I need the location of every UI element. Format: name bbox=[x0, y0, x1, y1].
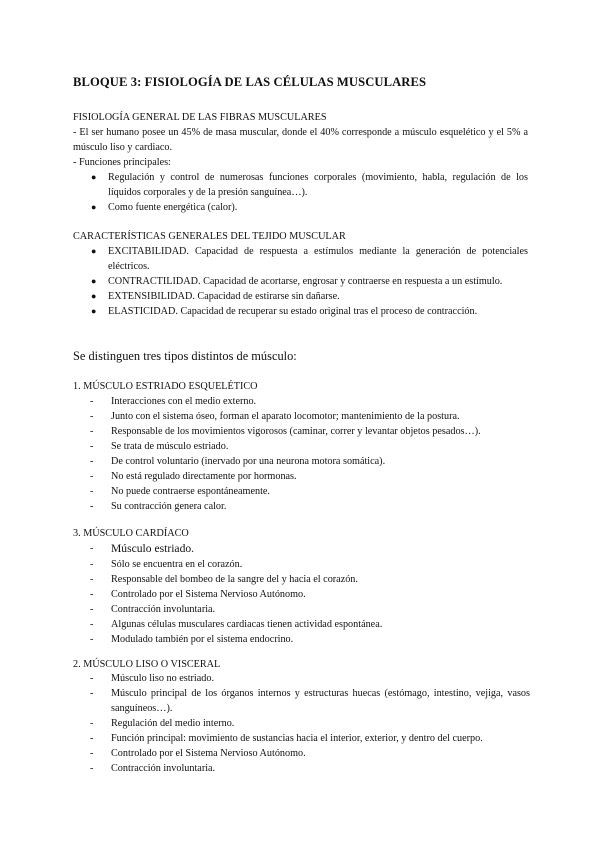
list-item bbox=[90, 304, 528, 319]
dash-marker: - bbox=[90, 426, 94, 437]
dash-marker: - bbox=[90, 634, 94, 645]
characteristics-list bbox=[90, 244, 528, 319]
skeletal-heading: 1. MÚSCULO ESTRIADO ESQUELÉTICO bbox=[73, 381, 258, 392]
list-item bbox=[90, 244, 528, 274]
characteristic-text: . Capacidad de recuperar su estado original tras el proceso de contracción. bbox=[175, 306, 478, 317]
dash-marker: - bbox=[90, 604, 94, 615]
document-title: BLOQUE 3: FISIOLOGÍA DE LAS CÉLULAS MUSCULARES bbox=[73, 75, 427, 89]
dash-marker: - bbox=[90, 411, 94, 422]
list-item: - Su contracción genera calor. bbox=[90, 501, 227, 512]
characteristics-heading: CARACTERÍSTICAS GENERALES DEL TEJIDO MUSCULAR bbox=[73, 231, 346, 242]
list-item: - No puede contraerse espontáneamente. bbox=[90, 486, 270, 497]
smooth-list bbox=[90, 671, 530, 776]
list-item: - Contracción involuntaria. bbox=[90, 604, 216, 615]
cardiac-heading: 3. MÚSCULO CARDÍACO bbox=[73, 528, 189, 539]
dash-marker: - bbox=[90, 441, 94, 452]
muscle-mass-line: - El ser humano posee un 45% de masa muscular, donde el 40% corresponde a músculo esquelético y el 5% a músculo liso y cardiaco. bbox=[73, 127, 528, 153]
dash-marker: - bbox=[90, 589, 94, 600]
dash-marker: - bbox=[90, 673, 94, 684]
characteristic-text: . Capacidad de respuesta a estímulos mediante la generación de potenciales eléctricos. bbox=[108, 246, 528, 272]
list-item: - Interacciones con el medio externo. bbox=[90, 396, 257, 407]
characteristic-text: . Capacidad de estirarse sin dañarse. bbox=[192, 291, 340, 302]
dash-marker: - bbox=[90, 574, 94, 585]
list-item: - Controlado por el Sistema Nervioso Autónomo. bbox=[90, 748, 306, 759]
dash-marker: - bbox=[90, 486, 94, 497]
list-item: - No está regulado directamente por hormonas. bbox=[90, 471, 297, 482]
dash-marker: - bbox=[90, 763, 94, 774]
dash-marker: - bbox=[90, 396, 94, 407]
characteristic-term: EXTENSIBILIDAD bbox=[108, 291, 193, 302]
list-item: - Algunas células musculares cardiacas tienen actividad espontánea. bbox=[90, 619, 383, 630]
functions-label: - Funciones principales: bbox=[73, 157, 171, 168]
function-text: Como fuente energética (calor). bbox=[108, 202, 238, 213]
list-item: - Músculo principal de los órganos internos y estructuras huecas (estómago, intestino, vejiga, vasos sanguíneos…). bbox=[90, 688, 530, 714]
list-item: - Regulación del medio interno. bbox=[90, 718, 235, 729]
dash-marker: - bbox=[90, 543, 94, 554]
list-item: - Responsable de los movimientos vigorosos (caminar, correr y levantar objetos pesados…). bbox=[90, 426, 481, 437]
cardiac-list bbox=[90, 541, 530, 647]
characteristic-text: . Capacidad de acortarse, engrosar y contraerse en respuesta a un estímulo. bbox=[197, 276, 503, 287]
bullet-icon: ● bbox=[91, 202, 97, 212]
characteristic-term: ELASTICIDAD bbox=[108, 306, 176, 317]
list-item: - Contracción involuntaria. bbox=[90, 763, 216, 774]
function-text: Regulación y control de numerosas funciones corporales (movimiento, habla, regulación de los líquidos corporales y de la presión sanguínea…). bbox=[108, 172, 528, 198]
list-item: - Se trata de músculo estriado. bbox=[90, 441, 229, 452]
bullet-icon: ● bbox=[91, 246, 97, 256]
functions-list bbox=[90, 170, 528, 215]
list-item: - Sólo se encuentra en el corazón. bbox=[90, 559, 243, 570]
list-item: - Controlado por el Sistema Nervioso Autónomo. bbox=[90, 589, 306, 600]
list-item bbox=[90, 274, 528, 289]
dash-marker: - bbox=[90, 619, 94, 630]
dash-marker: - bbox=[90, 748, 94, 759]
list-item: - Músculo estriado. bbox=[90, 542, 195, 555]
bullet-icon: ● bbox=[91, 172, 97, 182]
list-item: - Músculo liso no estriado. bbox=[90, 673, 214, 684]
dash-marker: - bbox=[90, 688, 94, 699]
smooth-heading: 2. MÚSCULO LISO O VISCERAL bbox=[73, 659, 221, 670]
dash-marker: - bbox=[90, 718, 94, 729]
dash-marker: - bbox=[90, 501, 94, 512]
skeletal-list bbox=[90, 394, 530, 514]
list-item: - Modulado también por el sistema endocrino. bbox=[90, 634, 294, 645]
list-item: - Junto con el sistema óseo, forman el aparato locomotor; mantenimiento de la postura. bbox=[90, 411, 460, 422]
dash-marker: - bbox=[90, 471, 94, 482]
bullet-icon: ● bbox=[91, 291, 97, 301]
dash-marker: - bbox=[90, 559, 94, 570]
dash-marker: - bbox=[90, 733, 94, 744]
characteristic-term: CONTRACTILIDAD bbox=[108, 276, 198, 287]
list-item bbox=[90, 200, 528, 215]
intro-text: Se distinguen tres tipos distintos de músculo: bbox=[73, 349, 297, 363]
bullet-icon: ● bbox=[91, 306, 97, 316]
list-item: - Responsable del bombeo de la sangre del y hacia el corazón. bbox=[90, 574, 358, 585]
list-item: - Función principal: movimiento de sustancias hacia el interior, exterior, y dentro del cuerpo. bbox=[90, 733, 483, 744]
general-heading: FISIOLOGÍA GENERAL DE LAS FIBRAS MUSCULARES bbox=[73, 112, 327, 123]
list-item: - De control voluntario (inervado por una neurona motora somática). bbox=[90, 456, 386, 467]
characteristic-term: EXCITABILIDAD bbox=[108, 246, 187, 257]
dash-marker: - bbox=[90, 456, 94, 467]
list-item bbox=[90, 170, 528, 200]
bullet-icon: ● bbox=[91, 276, 97, 286]
list-item bbox=[90, 289, 528, 304]
